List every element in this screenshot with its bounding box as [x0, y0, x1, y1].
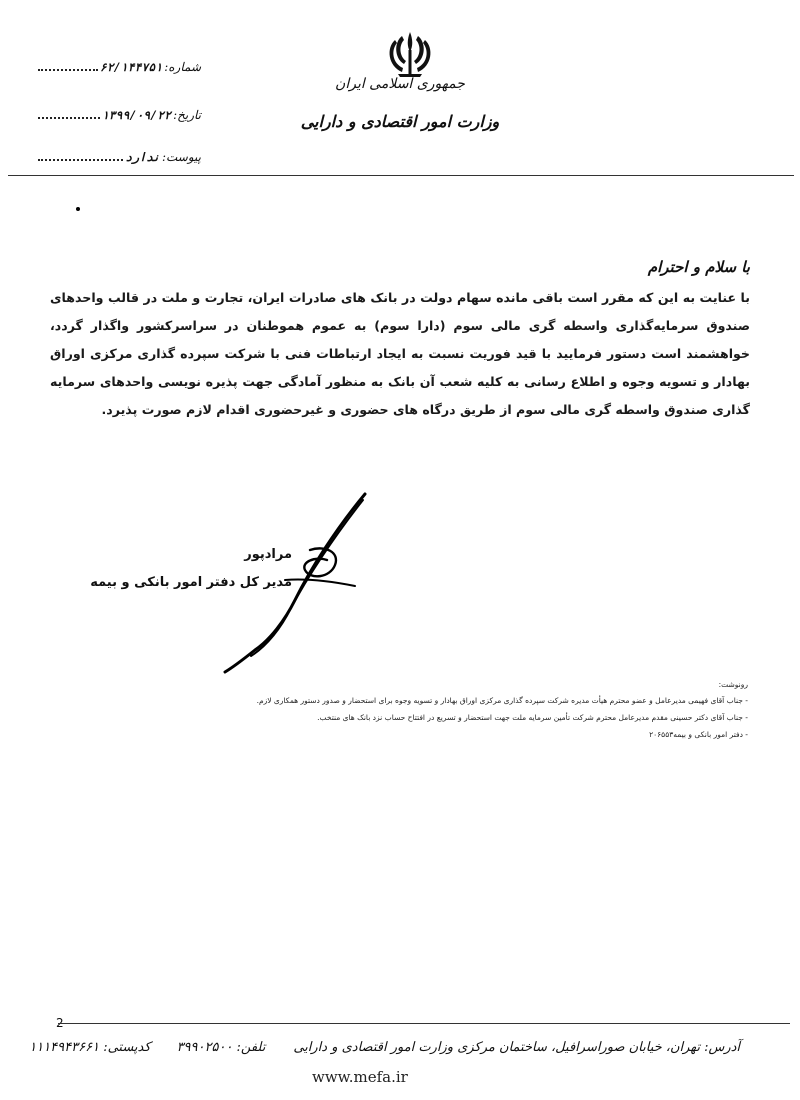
ministry-name: وزارت امور اقتصادی و دارایی — [300, 112, 500, 131]
dotted-leader — [38, 117, 100, 119]
letter-date-label: تاریخ: — [173, 108, 201, 122]
letter-attachment-label: پیوست: — [161, 150, 201, 164]
footer-divider — [58, 1023, 790, 1024]
country-name: جمهوری اسلامی ایران — [335, 76, 465, 92]
header-divider — [8, 175, 794, 176]
cc-list — [108, 680, 748, 743]
letter-number-value: ۶۲/۱۴۴۷۵۱ — [99, 60, 163, 74]
footer-phone: تلفن: ۳۹۹۰۲۵۰۰ — [176, 1040, 266, 1055]
dotted-leader — [38, 69, 98, 71]
iran-emblem-icon — [380, 30, 440, 78]
footer-address: آدرس: تهران، خیابان صوراسرافیل، ساختمان مرکزی وزارت امور اقتصادی و دارایی — [293, 1040, 740, 1055]
cc-item: - جناب آقای فهیمی مدیرعامل و عضو محترم هیأت مدیره شرکت سپرده گذاری مرکزی اوراق بهادار و تسویه وجوه برای استحضار و صدور دستور همکاری لازم. — [256, 696, 748, 705]
website-link[interactable]: www.mefa.ir — [312, 1068, 408, 1086]
cc-item: - دفتر امور بانکی و بیمه۲۰۶۵۵۳ — [649, 730, 748, 739]
cc-title: رونوشت: — [718, 680, 748, 689]
salutation: با سلام و احترام — [647, 258, 750, 276]
signer-name: مرادپور — [244, 547, 292, 562]
letter-attachment-value: ندارد — [125, 150, 160, 164]
cc-item: - جناب آقای دکتر حسینی مقدم مدیرعامل محترم شرکت تأمین سرمایه ملت جهت استحضار و تسریع در افتتاح حساب نزد بانک های منتخب. — [317, 713, 748, 722]
letter-attachment-row — [36, 150, 201, 164]
letter-body: با عنایت به این که مقرر است باقی مانده سهام دولت در بانک های صادرات ایران، تجارت و ملت در قالب واحدهای صندوق سرمایه‌گذاری واسطه گری مالی سوم (دارا سوم) به عموم هموطنان در سراسرکشور واگذار گردد، خواهشمند است دستور فرمایید با قید فوریت نسبت به ایجاد ارتباطات فنی با شرکت سپرده گذاری مرکزی اوراق بهادار و تسویه وجوه و اطلاع رسانی به کلیه شعب آن بانک به منظور آمادگی جهت پذیره نویسی واحدهای سرمایه گذاری صندوق واسطه گری مالی سوم از طریق درگاه های حضوری و غیرحضوری اقدام لازم صورت پذیرد. — [50, 290, 750, 417]
letter-number-row — [36, 60, 201, 74]
letter-date-row — [36, 108, 201, 122]
page-number: 2 — [56, 1016, 64, 1030]
dotted-leader — [38, 159, 123, 161]
scan-mark — [76, 207, 80, 211]
letter-date-value: ۱۳۹۹/۰۹/۲۲ — [101, 108, 172, 122]
signer-title: مدیر کل دفتر امور بانکی و بیمه — [90, 575, 292, 590]
footer-postal-code: کدپستی: ۱۱۱۴۹۴۳۶۶۱ — [29, 1040, 151, 1055]
letter-number-label: شماره: — [164, 60, 201, 74]
footer-contact — [29, 1040, 740, 1055]
